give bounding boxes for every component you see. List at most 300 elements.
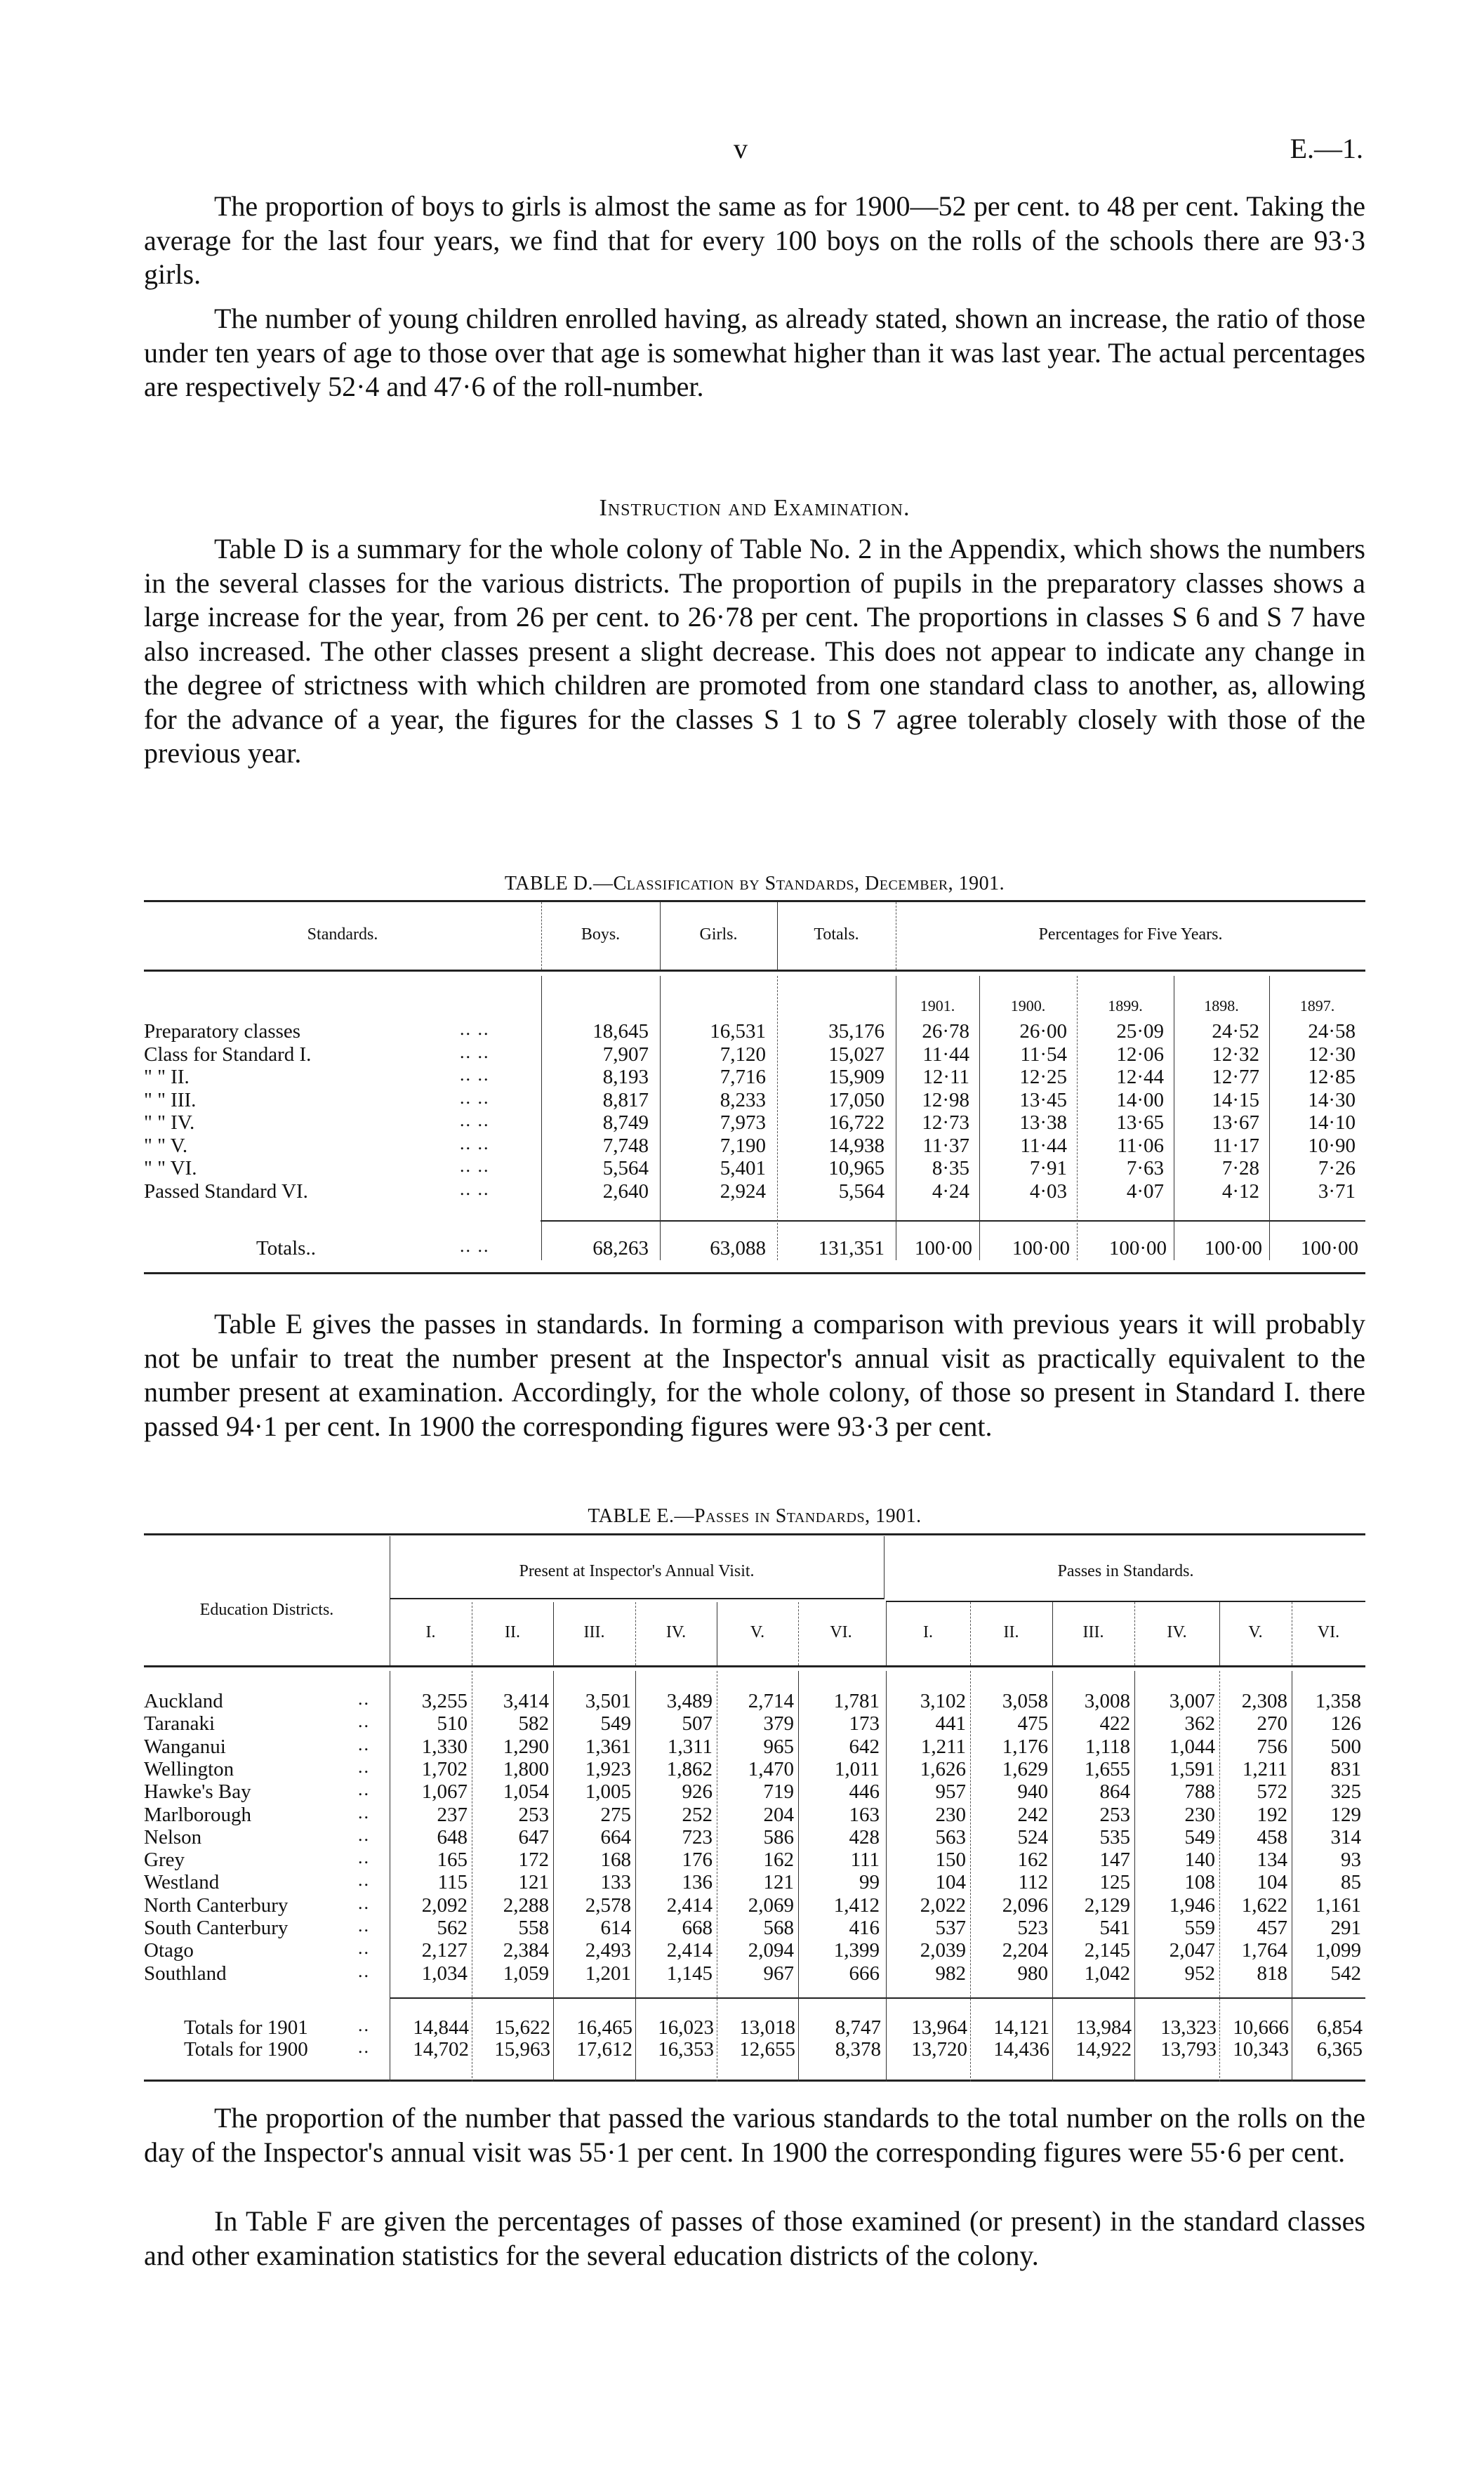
present-value: 1,399 [833,1939,880,1962]
passes-value: 126 [1330,1712,1361,1736]
passes-total: 10,343 [1233,2038,1289,2061]
divider [886,1602,887,1665]
percentage-value: 13·38 [1019,1111,1067,1134]
present-value: 507 [682,1712,713,1736]
district-name: Nelson [144,1825,202,1849]
district-name: Taranaki [144,1712,216,1736]
percentage-value: 10·90 [1308,1134,1356,1157]
table-d-totals-rule [541,1220,1365,1222]
present-value: 647 [518,1825,549,1849]
present-value: 2,414 [666,1893,713,1917]
divider [798,1602,799,1665]
district-name: South Canterbury [144,1917,289,1939]
leader-dots: .. [358,1915,370,1936]
passes-value: 864 [1099,1780,1130,1804]
leader-dots: .. [358,1847,370,1868]
section-heading: Instruction and Examination. [599,495,910,521]
passes-value: 1,044 [1169,1735,1215,1758]
passes-value: 242 [1017,1803,1048,1826]
header-girls: Girls. [699,925,738,944]
boys-value: 8,749 [602,1111,649,1134]
percentage-total: 100·00 [1012,1237,1070,1260]
percentage-value: 12·44 [1116,1066,1164,1088]
present-value: 162 [763,1849,794,1872]
present-value: 1,361 [585,1735,631,1758]
present-value: 549 [600,1712,631,1736]
passes-value: 1,946 [1169,1893,1215,1917]
passes-value: 1,591 [1169,1757,1215,1780]
present-value: 926 [682,1780,713,1804]
row-label: " " III. [144,1088,197,1111]
present-total: 12,655 [739,2038,795,2061]
passes-value: 162 [1017,1849,1048,1872]
percentage-value: 3·71 [1318,1179,1356,1203]
present-value: 252 [682,1803,713,1826]
boys-value: 5,564 [602,1157,649,1179]
passes-standard-header: VI. [1317,1623,1340,1641]
district-name: Marlborough [144,1803,252,1826]
present-value: 2,069 [748,1893,794,1917]
passes-standard-header: III. [1082,1623,1104,1641]
percentage-value: 7·63 [1126,1157,1164,1179]
year-1901: 1901. [920,997,955,1014]
passes-value: 1,358 [1315,1690,1361,1712]
row-label: Class for Standard I. [144,1043,312,1066]
leader-dots: .. [358,1960,370,1981]
present-value: 253 [518,1803,549,1826]
percentage-value: 11·17 [1212,1134,1259,1157]
present-value: 668 [682,1917,713,1939]
passes-total: 13,793 [1160,2038,1217,2061]
leader-dots: .. [358,1870,370,1891]
present-value: 648 [437,1825,468,1849]
present-total: 17,612 [576,2038,632,2061]
percentage-value: 24·58 [1308,1020,1356,1043]
percentage-total: 100·00 [1300,1237,1358,1260]
percentage-value: 24·52 [1212,1020,1259,1043]
year-1900: 1900. [1010,997,1046,1014]
leader-dots: .. .. [460,1236,490,1256]
present-value: 1,067 [421,1780,468,1804]
totals-label: Totals.. [256,1237,316,1260]
percentage-value: 14·10 [1308,1111,1356,1134]
passes-total: 13,984 [1075,2016,1132,2039]
passes-value: 2,204 [1002,1939,1048,1962]
percentage-value: 13·67 [1212,1111,1259,1134]
boys-value: 2,640 [602,1179,649,1203]
present-value: 1,702 [421,1757,468,1780]
leader-dots: .. .. [460,1156,490,1176]
percentage-value: 11·44 [1020,1134,1067,1157]
passes-value: 458 [1257,1825,1287,1849]
table-d-header-rule [144,970,1365,972]
passes-value: 524 [1017,1825,1048,1849]
present-value: 237 [437,1803,468,1826]
present-value: 1,330 [421,1735,468,1758]
passes-value: 2,096 [1002,1893,1048,1917]
present-total: 8,747 [835,2016,881,2039]
passes-total: 13,720 [911,2038,967,2061]
table-d-top-rule [144,900,1365,902]
percentage-value: 4·07 [1126,1179,1164,1203]
leader-dots: .. .. [460,1019,490,1039]
boys-value: 8,193 [602,1066,649,1088]
percentage-value: 25·09 [1116,1020,1164,1043]
percentage-value: 12·11 [922,1066,969,1088]
present-value: 2,714 [748,1690,794,1712]
paragraph-young-children-ratio: The number of young children enrolled having, as already stated, shown an increase, the ratio of those under ten years of age to those over that age is somewhat higher than it was last year. The actual percentages are respectively 52·4 and 47·6 of the roll-number. [144,303,1365,402]
present-value: 2,384 [503,1939,549,1962]
passes-total: 14,436 [993,2038,1049,2061]
girls-value: 16,531 [710,1020,766,1043]
passes-value: 270 [1257,1712,1287,1736]
row-label: " " IV. [144,1111,195,1134]
passes-value: 150 [935,1849,966,1872]
passes-total: 6,854 [1316,2016,1363,2039]
passes-value: 314 [1330,1825,1361,1849]
boys-value: 7,748 [602,1134,649,1157]
passes-value: 93 [1341,1849,1361,1872]
present-value: 173 [849,1712,880,1736]
passes-value: 1,211 [920,1735,966,1758]
present-value: 2,127 [421,1939,468,1962]
present-value: 1,011 [834,1757,880,1780]
passes-value: 537 [935,1917,966,1939]
passes-value: 957 [935,1780,966,1804]
present-value: 163 [849,1803,880,1826]
passes-value: 125 [1099,1871,1130,1894]
header-totals: Totals. [814,925,859,944]
passes-value: 1,161 [1315,1893,1361,1917]
percentage-value: 11·37 [922,1134,969,1157]
totals-value: 35,176 [828,1020,885,1043]
passes-total: 14,121 [993,2016,1049,2039]
present-total: 13,018 [739,2016,795,2039]
passes-value: 85 [1341,1871,1361,1894]
totals-value: 5,564 [838,1179,885,1203]
totals-value: 17,050 [828,1088,885,1111]
percentage-value: 11·44 [922,1043,969,1066]
present-value: 1,781 [833,1690,880,1712]
leader-dots: .. .. [460,1041,490,1062]
district-name: Wanganui [144,1735,226,1758]
passes-standard-header: IV. [1167,1623,1187,1641]
leader-dots: .. [358,1756,370,1777]
present-value: 115 [437,1871,468,1894]
present-value: 965 [763,1735,794,1758]
district-name: Auckland [144,1690,223,1712]
page-header [0,132,1484,167]
present-value: 133 [600,1871,631,1894]
percentage-value: 11·54 [1020,1043,1067,1066]
present-value: 446 [849,1780,880,1804]
paragraph-table-f-intro: In Table F are given the percentages of passes of those examined (or present) in the standard classes and other examination statistics for the several education districts of the colony. [144,2205,1365,2271]
divider [1052,1602,1053,1665]
present-value: 121 [763,1871,794,1894]
passes-value: 129 [1330,1803,1361,1826]
passes-value: 230 [1184,1803,1215,1826]
percentage-value: 13·45 [1019,1088,1067,1111]
district-name: Wellington [144,1757,234,1780]
present-value: 2,094 [748,1939,794,1962]
passes-value: 325 [1330,1780,1361,1804]
present-value: 967 [763,1962,794,1985]
percentage-value: 12·32 [1212,1043,1259,1066]
totals-value: 16,722 [828,1111,885,1134]
district-name: North Canterbury [144,1893,289,1917]
passes-value: 253 [1099,1803,1130,1826]
passes-value: 1,629 [1002,1757,1048,1780]
leader-dots: .. [358,2015,370,2035]
present-total: 16,353 [658,2038,714,2061]
present-value: 1,059 [503,1962,549,1985]
present-value: 379 [763,1712,794,1736]
present-value: 1,054 [503,1780,549,1804]
leader-dots: .. [358,1824,370,1845]
present-value: 1,145 [666,1962,713,1985]
leader-dots: .. [358,1779,370,1800]
passes-total: 6,365 [1316,2038,1363,2061]
leader-dots: .. .. [460,1064,490,1085]
table-e-present-subrule [390,1598,884,1599]
paragraph-passed-proportion: The proportion of the number that passed the various standards to the total number on the rolls on the day of the Inspector's annual visit was 55·1 per cent. In 1900 the corresponding figures were 55·6 per cent. [144,2102,1365,2168]
passes-value: 3,102 [920,1690,966,1712]
present-value: 1,034 [421,1962,468,1985]
header-boys: Boys. [581,925,621,944]
leader-dots: .. [358,1733,370,1754]
passes-value: 500 [1330,1735,1361,1758]
percentage-value: 4·24 [932,1179,969,1203]
percentage-value: 7·28 [1221,1157,1259,1179]
row-label: " " II. [144,1066,190,1088]
passes-value: 1,118 [1085,1735,1130,1758]
passes-value: 108 [1184,1871,1215,1894]
totals-value: 14,938 [828,1134,885,1157]
table-e-passes-subrule [886,1601,1365,1602]
passes-value: 952 [1184,1962,1215,1985]
passes-standard-header: I. [923,1623,933,1641]
header-standards: Standards. [307,925,378,944]
present-value: 510 [437,1712,468,1736]
passes-value: 2,047 [1169,1939,1215,1962]
present-total: 16,465 [576,2016,632,2039]
header-percentages: Percentages for Five Years. [1038,925,1223,944]
percentage-value: 4·03 [1029,1179,1067,1203]
boys-value: 18,645 [592,1020,649,1043]
header-present-at-visit: Present at Inspector's Annual Visit. [519,1562,755,1580]
present-standard-header: V. [750,1623,765,1641]
passes-value: 3,008 [1084,1690,1130,1712]
percentage-value: 26·78 [922,1020,969,1043]
girls-value: 7,190 [720,1134,766,1157]
passes-value: 818 [1257,1962,1287,1985]
passes-value: 1,764 [1241,1939,1287,1962]
girls-value: 8,233 [720,1088,766,1111]
present-value: 1,923 [585,1757,631,1780]
passes-standard-header: V. [1248,1623,1263,1641]
boys-value: 7,907 [602,1043,649,1066]
passes-value: 112 [1018,1871,1048,1894]
leader-dots: .. .. [460,1087,490,1108]
leader-dots: .. [358,1711,370,1732]
passes-value: 1,626 [920,1757,966,1780]
present-value: 275 [600,1803,631,1826]
year-1899: 1899. [1108,997,1143,1014]
passes-value: 572 [1257,1780,1287,1804]
leader-dots: .. .. [460,1132,490,1153]
leader-dots: .. [358,1938,370,1959]
divider [635,1602,636,1665]
passes-value: 3,058 [1002,1690,1048,1712]
present-value: 642 [849,1735,880,1758]
table-e-header-rule [144,1665,1365,1667]
present-value: 2,493 [585,1939,631,1962]
grand-total: 131,351 [818,1237,885,1260]
present-value: 172 [518,1849,549,1872]
present-value: 719 [763,1780,794,1804]
present-value: 666 [849,1962,880,1985]
leader-dots: .. [358,1688,370,1709]
passes-value: 549 [1184,1825,1215,1849]
district-name: Otago [144,1939,194,1962]
present-total: 15,963 [494,2038,550,2061]
passes-value: 756 [1257,1735,1287,1758]
divider [1219,1602,1220,1665]
percentage-value: 12·98 [922,1088,969,1111]
present-value: 1,290 [503,1735,549,1758]
present-value: 723 [682,1825,713,1849]
present-value: 582 [518,1712,549,1736]
passes-value: 788 [1184,1780,1215,1804]
row-label: Preparatory classes [144,1020,301,1043]
totals-value: 15,909 [828,1066,885,1088]
table-e-top-rule [144,1533,1365,1535]
passes-value: 3,007 [1169,1690,1215,1712]
district-name: Grey [144,1849,185,1872]
percentage-value: 12·73 [922,1111,969,1134]
present-value: 558 [518,1917,549,1939]
page-number: v [734,133,748,164]
passes-value: 563 [935,1825,966,1849]
girls-value: 7,120 [720,1043,766,1066]
row-label: Passed Standard VI. [144,1179,308,1203]
present-standard-header: II. [505,1623,520,1641]
paragraph-boys-girls-proportion: The proportion of boys to girls is almost the same as for 1900—52 per cent. to 48 per cent. Taking the average for the last four years, we find that for every 100 boys on the rolls of the schools there are 93·3 girls. [144,190,1365,290]
percentage-value: 12·25 [1019,1066,1067,1088]
present-value: 204 [763,1803,794,1826]
passes-value: 1,622 [1241,1893,1287,1917]
present-value: 99 [859,1871,880,1894]
girls-value: 7,973 [720,1111,766,1134]
leader-dots: .. .. [460,1178,490,1199]
row-label: " " VI. [144,1157,197,1179]
girls-value: 5,401 [720,1157,766,1179]
girls-value: 2,924 [720,1179,766,1203]
present-value: 111 [850,1849,880,1872]
boys-value: 8,817 [602,1088,649,1111]
year-1898: 1898. [1204,997,1239,1014]
passes-value: 940 [1017,1780,1048,1804]
present-value: 136 [682,1871,713,1894]
present-value: 176 [682,1849,713,1872]
table-e-title: TABLE E.—Passes in Standards, 1901. [588,1505,922,1527]
passes-value: 980 [1017,1962,1048,1985]
present-value: 3,255 [421,1690,468,1712]
present-value: 1,311 [667,1735,713,1758]
present-value: 165 [437,1849,468,1872]
percentage-value: 12·06 [1116,1043,1164,1066]
totals-label: Totals for 1901 [184,2016,308,2039]
passes-value: 559 [1184,1917,1215,1939]
passes-value: 104 [1257,1871,1287,1894]
percentage-total: 100·00 [1204,1237,1262,1260]
passes-value: 1,655 [1084,1757,1130,1780]
passes-value: 542 [1330,1962,1361,1985]
leader-dots: .. [358,1892,370,1913]
percentage-value: 26·00 [1019,1020,1067,1043]
present-value: 2,092 [421,1893,468,1917]
boys-total: 68,263 [592,1237,649,1260]
percentage-value: 4·12 [1221,1179,1259,1203]
percentage-value: 8·35 [932,1157,969,1179]
present-value: 1,862 [666,1757,713,1780]
present-value: 3,501 [585,1690,631,1712]
present-total: 16,023 [658,2016,714,2039]
passes-value: 2,129 [1084,1893,1130,1917]
present-total: 8,378 [835,2038,881,2061]
passes-value: 1,176 [1002,1735,1048,1758]
divider [970,1602,971,1665]
passes-total: 10,666 [1233,2016,1289,2039]
passes-value: 1,042 [1084,1962,1130,1985]
present-value: 586 [763,1825,794,1849]
divider [884,1536,885,1599]
leader-dots: .. [358,2037,370,2057]
present-value: 1,800 [503,1757,549,1780]
passes-value: 457 [1257,1917,1287,1939]
present-standard-header: I. [425,1623,436,1641]
passes-value: 147 [1099,1849,1130,1872]
document-reference: E.—1. [1290,133,1363,164]
present-total: 14,702 [413,2038,469,2061]
passes-value: 523 [1017,1917,1048,1939]
passes-total: 13,323 [1160,2016,1217,2039]
present-standard-header: III. [583,1623,605,1641]
passes-value: 982 [935,1962,966,1985]
percentage-total: 100·00 [1108,1237,1167,1260]
present-value: 1,412 [833,1893,880,1917]
present-standard-header: IV. [665,1623,687,1641]
passes-value: 441 [935,1712,966,1736]
percentage-value: 13·65 [1116,1111,1164,1134]
passes-value: 362 [1184,1712,1215,1736]
passes-standard-header: II. [1003,1623,1019,1641]
totals-value: 15,027 [828,1043,885,1066]
percentage-value: 14·00 [1116,1088,1164,1111]
percentage-value: 7·91 [1029,1157,1067,1179]
leader-dots: .. .. [460,1110,490,1130]
district-name: Hawke's Bay [144,1780,251,1804]
present-value: 2,578 [585,1893,631,1917]
table-d-title: TABLE D.—Classification by Standards, December, 1901. [504,873,1005,894]
year-1897: 1897. [1299,997,1335,1014]
table-d-bottom-rule [144,1272,1365,1274]
girls-total: 63,088 [710,1237,766,1260]
present-value: 562 [437,1917,468,1939]
passes-value: 2,039 [920,1939,966,1962]
present-value: 121 [518,1871,549,1894]
percentage-value: 14·15 [1212,1088,1259,1111]
